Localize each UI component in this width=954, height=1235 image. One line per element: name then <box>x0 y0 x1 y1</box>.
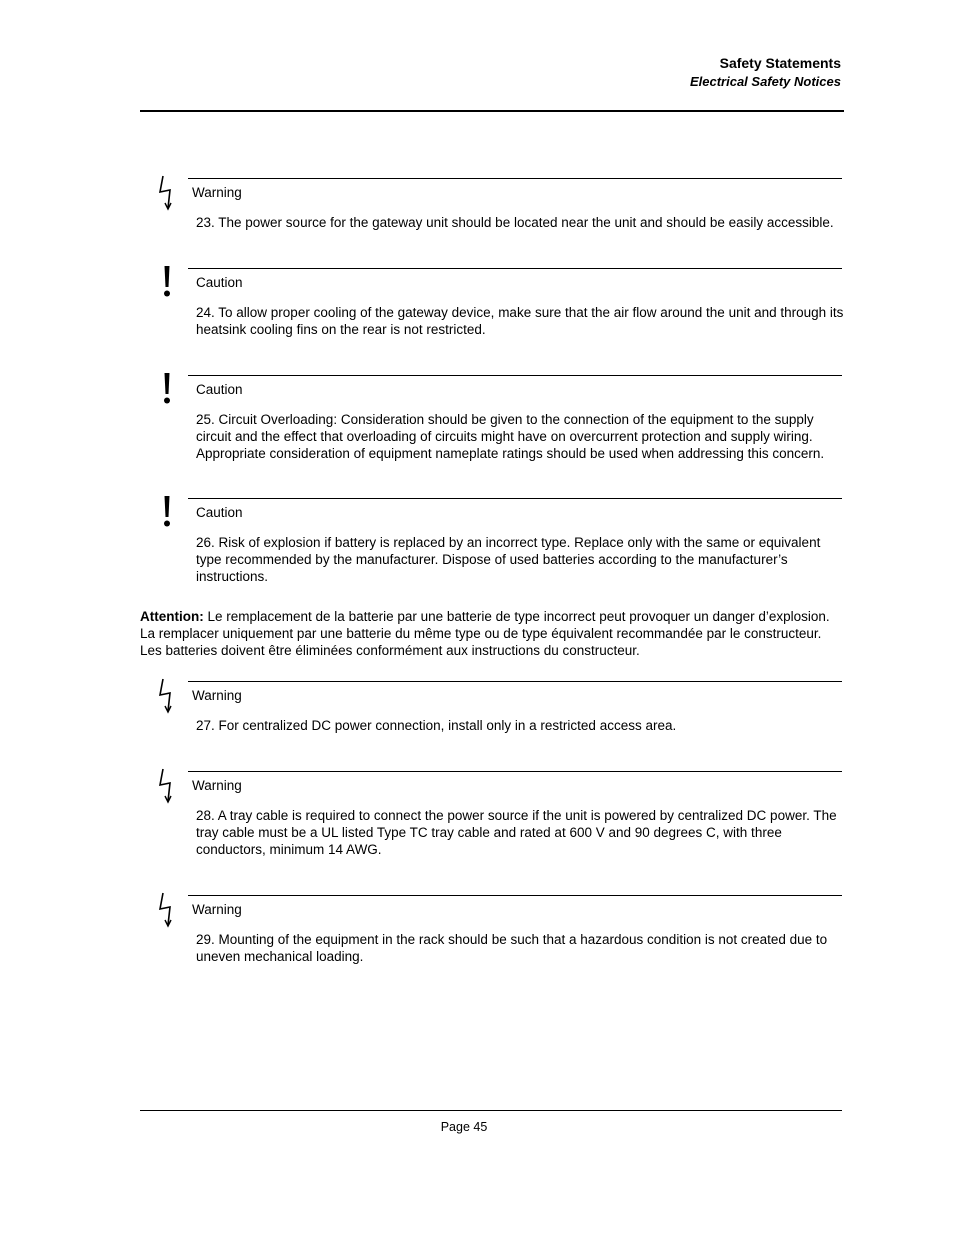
lightning-icon <box>156 767 178 807</box>
notice-text: 25. Circuit Overloading: Consideration should be given to the connection of the equipment to the supply circuit and the effect that overloading of circuits might have on overcurrent protection and supply wiring. Appropriate consideration of equipment nameplate ratings should be used when addressing this concern. <box>196 412 825 461</box>
notice-text: 26. Risk of explosion if battery is replaced by an incorrect type. Replace only with the same or equivalent type recommended by the manufacturer. Dispose of used batteries according to the manufacturer’s instructions. <box>196 535 821 584</box>
notice-text: 24. To allow proper cooling of the gateway device, make sure that the air flow around the unit and through its heatsink cooling fins on the rear is not restricted. <box>196 305 844 337</box>
notice-label: Warning <box>192 902 242 917</box>
notice-divider <box>188 895 842 896</box>
lightning-icon <box>156 174 178 214</box>
exclamation-icon <box>156 371 178 411</box>
lightning-icon <box>156 891 178 931</box>
notice-label: Caution <box>196 505 243 520</box>
notice-divider <box>188 498 842 499</box>
exclamation-icon <box>156 494 178 534</box>
notice-label: Caution <box>196 382 243 397</box>
notice-label: Warning <box>192 778 242 793</box>
header-divider <box>140 110 844 112</box>
attention-label: Attention: <box>140 609 204 624</box>
attention-paragraph <box>140 608 844 659</box>
notice-divider <box>188 771 842 772</box>
notice-text: 23. The power source for the gateway unit should be located near the unit and should be easily accessible. <box>196 215 834 230</box>
notice-text: 28. A tray cable is required to connect the power source if the unit is powered by centralized DC power. The tray cable must be a UL listed Type TC tray cable and rated at 600 V and 90 degrees C, with three conductors, minimum 14 AWG. <box>196 808 837 857</box>
notice-divider <box>188 681 842 682</box>
notice-divider <box>188 178 842 179</box>
notice-label: Warning <box>192 688 242 703</box>
notice-divider <box>188 375 842 376</box>
notice-divider <box>188 268 842 269</box>
footer-divider <box>140 1110 842 1111</box>
lightning-icon <box>156 677 178 717</box>
attention-text: Le remplacement de la batterie par une batterie de type incorrect peut provoquer un danger d’explosion. La remplacer uniquement par une batterie du même type ou de type équivalent recommandée par le constructeur. Les batteries doivent être éliminées conformément aux instructions du constructeur. <box>140 609 830 658</box>
notice-text: 27. For centralized DC power connection, install only in a restricted access area. <box>196 718 677 733</box>
notice-label: Caution <box>196 275 243 290</box>
page-number: Page 45 <box>440 1120 488 1134</box>
notice-label: Warning <box>192 185 242 200</box>
exclamation-icon <box>156 264 178 304</box>
page-header-title: Safety Statements <box>719 55 841 71</box>
notice-text: 29. Mounting of the equipment in the rack should be such that a hazardous condition is not created due to uneven mechanical loading. <box>196 932 828 964</box>
page-header-subtitle: Electrical Safety Notices <box>689 74 841 89</box>
